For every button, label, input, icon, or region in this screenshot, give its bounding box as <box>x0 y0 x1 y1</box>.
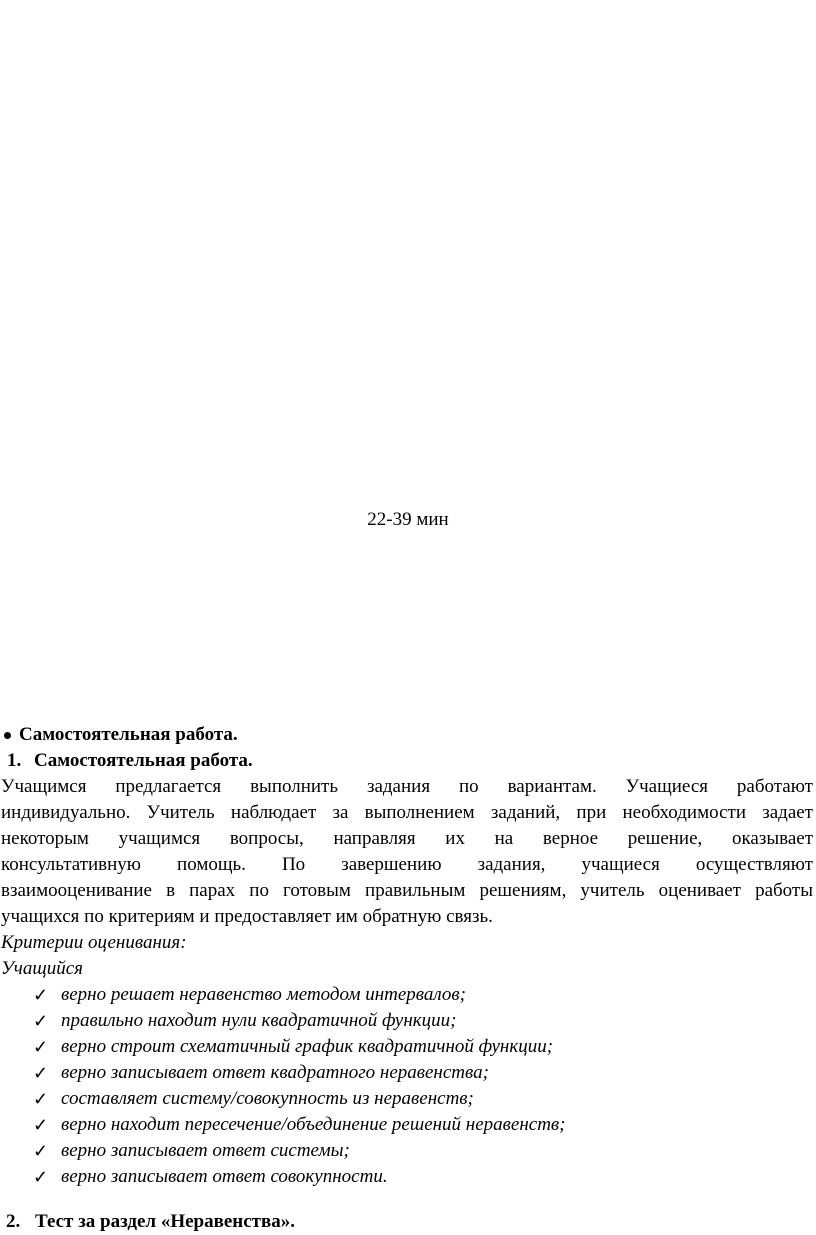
checkmark-icon: ✓ <box>33 1089 49 1109</box>
checkmark-icon: ✓ <box>33 1141 49 1161</box>
checkmark-icon: ✓ <box>33 1063 49 1083</box>
criteria-item-text: верно записывает ответ квадратного неравенства; <box>61 1062 489 1083</box>
criteria-item <box>1 1164 813 1190</box>
bullet-dot-icon <box>4 732 11 739</box>
paragraph-line: взаимооценивание в парах по готовым правильным решениям, учитель оценивает работы <box>1 880 813 901</box>
checkmark-icon: ✓ <box>33 1037 49 1057</box>
section-2-number: 2. <box>6 1211 21 1232</box>
paragraph-line: Учащимся предлагается выполнить задания по вариантам. Учащиеся работают <box>1 776 813 797</box>
numbered-heading <box>1 748 813 774</box>
section-2-text: Тест за раздел «Неравенства». <box>35 1211 296 1232</box>
criteria-item-text: составляет систему/совокупность из неравенств; <box>61 1088 474 1109</box>
section-2-heading <box>6 1209 295 1235</box>
bullet-heading-text: Самостоятельная работа. <box>19 724 238 745</box>
criteria-item <box>1 1008 813 1034</box>
checkmark-icon: ✓ <box>33 1011 49 1031</box>
checkmark-icon: ✓ <box>33 1115 49 1135</box>
bullet-heading <box>1 722 813 748</box>
criteria-item <box>1 1034 813 1060</box>
instruction-paragraph <box>1 774 813 930</box>
criteria-item-text: верно строит схематичный график квадратичной функции; <box>61 1036 554 1057</box>
criteria-item-text: верно находит пересечение/объединение решений неравенств; <box>61 1114 566 1135</box>
criteria-item <box>1 1060 813 1086</box>
paragraph-line: некоторым учащимся вопросы, направляя их на верное решение, оказывает <box>1 828 813 849</box>
checkmark-icon: ✓ <box>33 985 49 1005</box>
criteria-list <box>1 982 813 1190</box>
numbered-heading-text: Самостоятельная работа. <box>34 750 253 771</box>
criteria-item-text: верно решает неравенство методом интервалов; <box>61 984 466 1005</box>
document-body <box>1 722 813 1190</box>
criteria-item <box>1 1086 813 1112</box>
student-label: Учащийся <box>1 958 83 979</box>
criteria-item <box>1 1138 813 1164</box>
numbered-heading-number: 1. <box>7 750 22 771</box>
paragraph-line: консультативную помощь. По завершению задания, учащиеся осуществляют <box>1 854 813 875</box>
criteria-item-text: верно записывает ответ системы; <box>61 1140 350 1161</box>
criteria-item-text: верно записывает ответ совокупности. <box>61 1166 388 1187</box>
criteria-item <box>1 982 813 1008</box>
paragraph-line: индивидуально. Учитель наблюдает за выполнением заданий, при необходимости задает <box>1 802 813 823</box>
paragraph-line: учащихся по критериям и предоставляет им обратную связь. <box>1 906 493 927</box>
criteria-item-text: правильно находит нули квадратичной функции; <box>61 1010 457 1031</box>
criteria-item <box>1 1112 813 1138</box>
checkmark-icon: ✓ <box>33 1167 49 1187</box>
criteria-label: Критерии оценивания: <box>1 932 187 953</box>
time-label: 22-39 мин <box>367 509 449 530</box>
